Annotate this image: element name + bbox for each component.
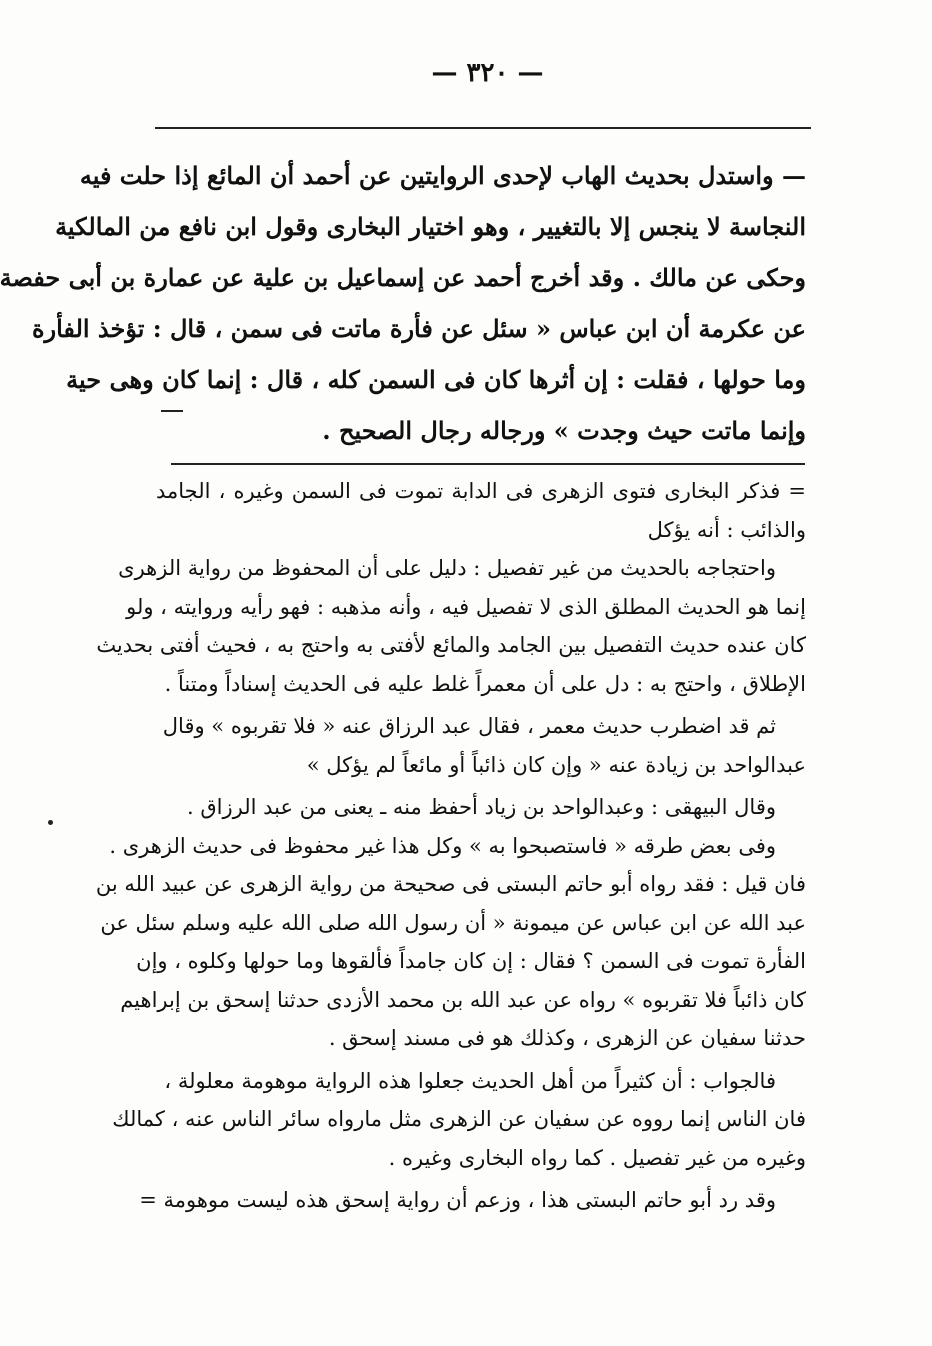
header-rule [155,127,811,129]
main-line: — واستدل بحديث الهاب لإحدى الروايتين عن أحمد أن المائع إذا حلت فيه [79,161,806,190]
note-line: وقال البيهقى : وعبدالواحد بن زياد أحفظ منه ـ يعنى من عبد الرزاق . [187,795,776,819]
footnote-text-block [95,472,806,1220]
note-line: كان عنده حديث التفصيل بين الجامد والمائع لأفتى به واحتج به ، فحيث أفتى بحديث [96,633,806,657]
note-line: وقد رد أبو حاتم البستى هذا ، وزعم أن رواية إسحق هذه ليست موهومة = [139,1188,776,1212]
note-line: ثم قد اضطرب حديث معمر ، فقال عبد الرزاق عنه « فلا تقربوه » وقال [162,714,776,738]
note-line: الفأرة تموت فى السمن ؟ فقال : إن كان جامداً فألقوها وما حولها وكلوه ، وإن [136,949,806,973]
note-line: الإطلاق ، واحتج به : دل على أن معمراً غلط عليه فى الحديث إسناداً ومتناً . [164,671,806,696]
page-number: — ٣٢٠ — [431,58,544,88]
footnote-rule [171,463,805,465]
note-line: فان الناس إنما رووه عن سفيان عن الزهرى مثل مارواه سائر الناس عنه ، كمالك [112,1107,806,1131]
main-line: وما حولها ، فقلت : إن أثرها كان فى السمن كله ، قال : إنما كان وهى حية [66,365,806,394]
main-line: وحكى عن مالك . وقد أخرج أحمد عن إسماعيل بن علية عن عمارة بن أبى حفصة [0,263,806,292]
main-line: عن عكرمة أن ابن عباس « سئل عن فأرة ماتت فى سمن ، قال : تؤخذ الفأرة [31,314,806,343]
margin-mark [48,820,53,825]
note-line: عبدالواحد بن زيادة عنه « وإن كان ذائباً أو مائعاً لم يؤكل » [306,752,806,777]
main-line: النجاسة لا ينجس إلا بالتغيير ، وهو اختيار البخارى وقول ابن نافع من المالكية [55,212,806,241]
note-line: = فذكر البخارى فتوى الزهرى فى الدابة تموت فى السمن وغيره ، الجامد [156,479,806,503]
note-line: وغيره من غير تفصيل . كما رواه البخارى وغيره . [388,1145,806,1170]
main-text-block [0,150,806,456]
note-line: حدثنا سفيان عن الزهرى ، وكذلك هو فى مسند إسحق . [328,1026,806,1050]
main-line: وإنما ماتت حيث وجدت » ورجاله رجال الصحيح . [322,416,806,445]
note-line: واحتجاجه بالحديث من غير تفصيل : دليل على أن المحفوظ من رواية الزهرى [118,556,776,580]
note-line: فالجواب : أن كثيراً من أهل الحديث جعلوا هذه الرواية موهومة معلولة ، [164,1068,776,1093]
note-line: عبد الله عن ابن عباس عن ميمونة « أن رسول الله صلى الله عليه وسلم سئل عن [100,910,806,935]
note-line: كان ذائباً فلا تقربوه » رواه عن عبد الله بن محمد الأزدى حدثنا إسحق بن إبراهيم [120,987,806,1012]
note-line: إنما هو الحديث المطلق الذى لا تفصيل فيه ، وأنه مذهبه : فهو رأيه وروايته ، ولو [126,594,806,619]
note-line: وفى بعض طرقه « فاستصبحوا به » وكل هذا غير محفوظ فى حديث الزهرى . [109,833,776,858]
note-line: والذائب : أنه يؤكل [647,517,806,542]
note-line: فان قيل : فقد رواه أبو حاتم البستى فى صحيحة من رواية الزهرى عن عبيد الله بن [95,872,806,896]
main-end-dash [161,410,183,412]
